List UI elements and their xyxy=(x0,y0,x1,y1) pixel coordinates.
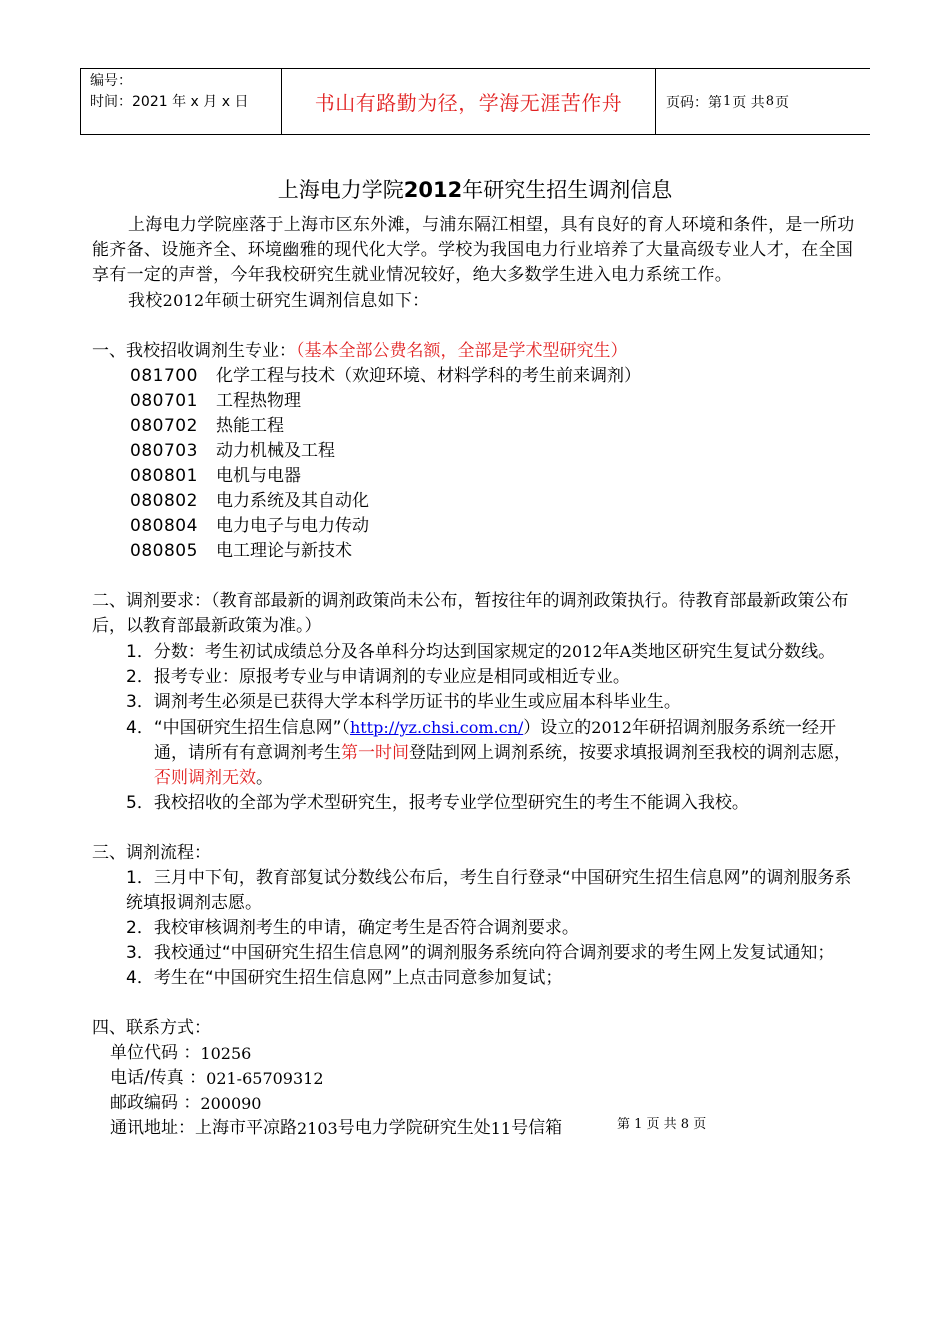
intro-paragraph-2: 我校2012年硕士研究生调剂信息如下： xyxy=(128,291,430,311)
list-item: 080801 电机与电器 xyxy=(130,466,301,486)
header-page-cell xyxy=(656,69,870,134)
list-item: 080802 电力系统及其自动化 xyxy=(130,491,369,511)
list-item: 080805 电工理论与新技术 xyxy=(130,541,352,561)
unit-code-row: 单位代码 ： 10256 xyxy=(110,1043,252,1063)
page-prefix: 页码：第 xyxy=(666,94,722,111)
header-motto-cell xyxy=(282,69,656,134)
section3-heading: 三、调剂流程： xyxy=(92,843,211,863)
header-table xyxy=(80,68,870,135)
section1-heading: 一、我校招收调剂生专业：（基本全部公费名额，全部是学术型研究生） xyxy=(92,341,628,361)
phone-row: 电话/传真 ： 021-65709312 xyxy=(110,1068,324,1088)
header-info-cell xyxy=(81,69,282,134)
requirement-item: 2．报考专业：原报考专业与申请调剂的专业应是相同或相近专业。 xyxy=(126,667,630,687)
process-item: 2．我校审核调剂考生的申请，确定考生是否符合调剂要求。 xyxy=(126,918,579,938)
page-suffix: 页 xyxy=(775,94,790,111)
page-title: 上海电力学院2012年研究生招生调剂信息 xyxy=(277,178,673,202)
number-label: 编号： xyxy=(90,73,132,89)
page-mid: 页 共 xyxy=(732,94,765,111)
list-item: 080702 热能工程 xyxy=(130,416,284,436)
date-label: 时间：2021 年 x 月 x 日 xyxy=(90,94,249,110)
requirement-item: 3．调剂考生必须是已获得大学本科学历证书的毕业生或应届本科毕业生。 xyxy=(126,692,681,712)
requirement-item: 5．我校招收的全部为学术型研究生，报考专业学位型研究生的考生不能调入我校。 xyxy=(126,793,749,813)
list-item: 081700 化学工程与技术（欢迎环境、材料学科的考生前来调剂） xyxy=(130,366,641,386)
list-item: 080701 工程热物理 xyxy=(130,391,301,411)
page-footer: 第 1 页 共 8 页 xyxy=(617,1117,707,1132)
process-item: 3．我校通过“中国研究生招生信息网”的调剂服务系统向符合调剂要求的考生网上发复试通知； xyxy=(126,943,835,963)
list-item: 080703 动力机械及工程 xyxy=(130,441,335,461)
motto-text: 书山有路勤为径，学海无涯苦作舟 xyxy=(314,91,623,115)
requirement-item: 1．分数：考生初试成绩总分及各单科分均达到国家规定的2012年A类地区研究生复试分数线。 xyxy=(126,642,836,662)
address-row: 通讯地址：上海市平凉路 2103 号电力学院研究生处 11 号信箱 xyxy=(110,1118,563,1138)
requirement-item: 4．“中国研究生招生信息网”（http://yz.chsi.com.cn/）设立的2012年研招调剂服务系统一经开通，请所有有意调剂考生第一时间登陆到网上调剂系统，按要求填报调剂至我校的调剂志愿，否则调剂无效。 xyxy=(126,718,851,788)
process-item: 1．三月中下旬，教育部复试分数线公布后，考生自行登录“中国研究生招生信息网”的调剂服务系统填报调剂志愿。 xyxy=(126,868,852,913)
intro-paragraph: 上海电力学院座落于上海市区东外滩，与浦东隔江相望，具有良好的育人环境和条件，是一所功能齐备、设施齐全、环境幽雅的现代化大学。学校为我国电力行业培养了大量高级专业人才，在全国享有一定的声誉，今年我校研究生就业情况较好，绝大多数学生进入电力系统工作。 xyxy=(92,215,855,285)
list-item: 080804 电力电子与电力传动 xyxy=(130,516,369,536)
section2-heading: 二、调剂要求：（教育部最新的调剂政策尚未公布，暂按往年的调剂政策执行。待教育部最新政策公布后，以教育部最新政策为准。） xyxy=(92,591,849,636)
process-item: 4．考生在“中国研究生招生信息网”上点击同意参加复试； xyxy=(126,968,563,988)
contact-info xyxy=(92,1041,862,1141)
section4-heading: 四、联系方式： xyxy=(92,1018,211,1038)
document-body xyxy=(92,213,862,1141)
page-total: 8 xyxy=(765,94,775,109)
chsi-link[interactable]: http://yz.chsi.com.cn/ xyxy=(349,718,524,737)
postal-row: 邮政编码 ： 200090 xyxy=(110,1093,262,1113)
majors-list xyxy=(92,364,862,564)
page-current: 1 xyxy=(723,94,732,109)
